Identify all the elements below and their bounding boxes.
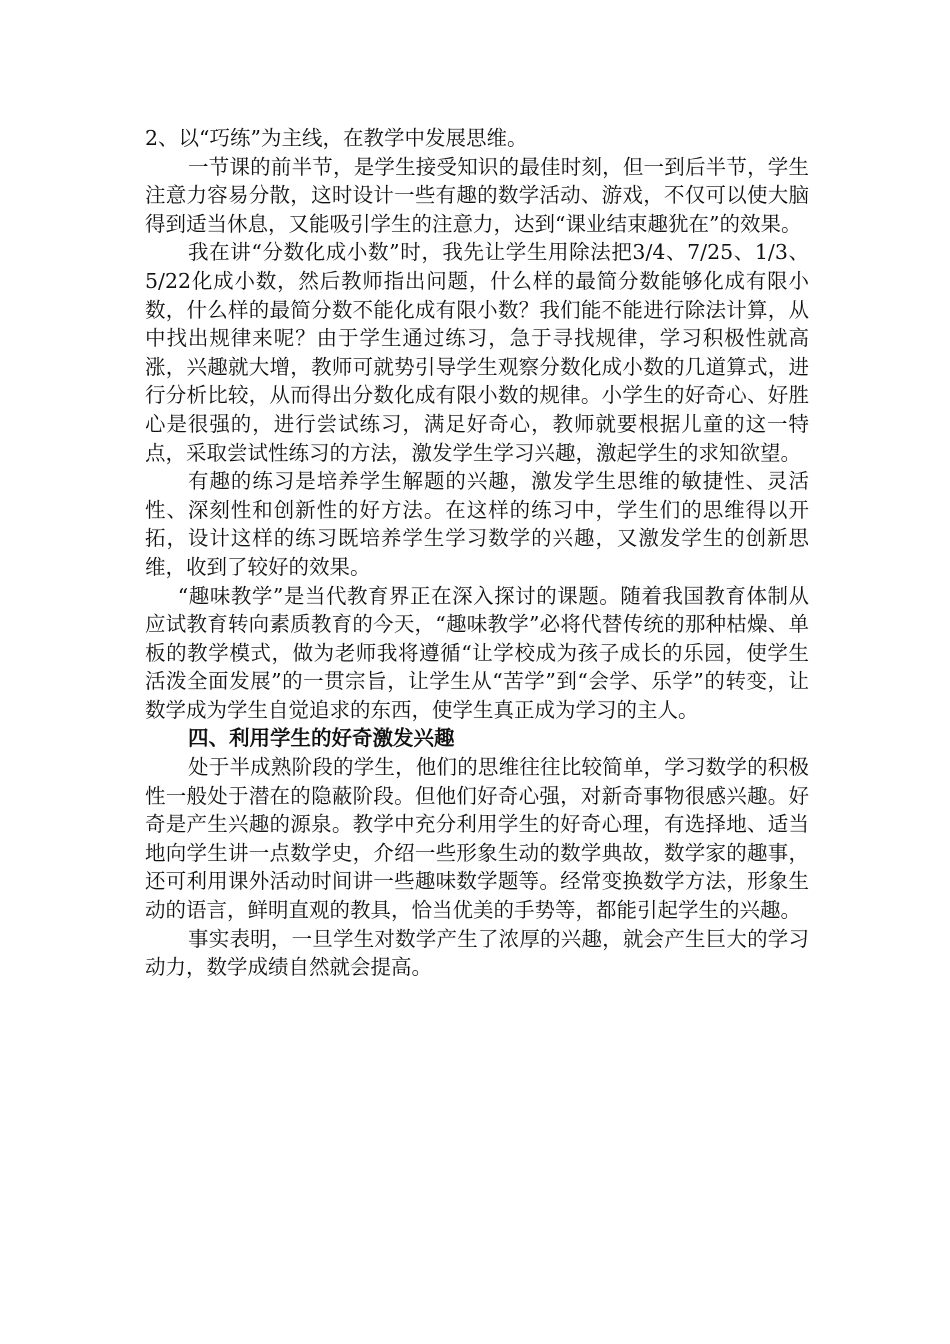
heading-curiosity: 四、利用学生的好奇激发兴趣	[188, 726, 455, 751]
paragraph-conclusion: 事实表明，一旦学生对数学产生了浓厚的兴趣，就会产生巨大的学习动力，数学成绩自然就会提高。	[145, 926, 809, 980]
paragraph-fun-teaching: “趣味教学”是当代教育界正在深入探讨的课题。随着我国教育体制从应试教育转向素质教育的今天，“趣味教学”必将代替传统的那种枯燥、单板的教学模式，做为老师我将遵循“让学校成为孩子成长的乐园，使学生活泼全面发展”的一贯宗旨，让学生从“苦学”到“会学、乐学”的转变，让数学成为学生自觉追求的东西，使学生真正成为学习的主人。	[145, 583, 809, 722]
paragraph-curiosity: 处于半成熟阶段的学生，他们的思维往往比较简单，学习数学的积极性一般处于潜在的隐蔽阶段。但他们好奇心强，对新奇事物很感兴趣。好奇是产生兴趣的源泉。教学中充分利用学生的好奇心理，有选择地、适当地向学生讲一点数学史，介绍一些形象生动的数学典故，数学家的趣事，还可利用课外活动时间讲一些趣味数学题等。经常变换数学方法，形象生动的语言，鲜明直观的教具，恰当优美的手势等，都能引起学生的兴趣。	[145, 755, 809, 923]
paragraph-interesting-exercises: 有趣的练习是培养学生解题的兴趣，激发学生思维的敏捷性、灵活性、深刻性和创新性的好方法。在这样的练习中，学生们的思维得以开拓，设计这样的练习既培养学生学习数学的兴趣，又激发学生的创新思维，收到了较好的效果。	[145, 469, 809, 579]
paragraph-fraction-example: 我在讲“分数化成小数”时，我先让学生用除法把3/4、7/25、1/3、5/22化成小数，然后教师指出问题，什么样的最简分数能够化成有限小数，什么样的最简分数不能化成有限小数？我们能不能进行除法计算，从中找出规律来呢？由于学生通过练习，急于寻找规律，学习积极性就高涨，兴趣就大增，教师可就势引导学生观察分数化成小数的几道算式，进行分析比较，从而得出分数化成有限小数的规律。小学生的好奇心、好胜心是很强的，进行尝试练习，满足好奇心，教师就要根据儿童的这一特点，采取尝试性练习的方法，激发学生学习兴趣，激起学生的求知欲望。	[145, 240, 809, 465]
section-heading: 2、以“巧练”为主线，在教学中发展思维。	[145, 126, 528, 150]
document-page	[145, 124, 809, 982]
paragraph-attention: 一节课的前半节，是学生接受知识的最佳时刻，但一到后半节，学生注意力容易分散，这时设计一些有趣的数学活动、游戏，不仅可以使大脑得到适当休息，又能吸引学生的注意力，达到“课业结束趣犹在”的效果。	[145, 154, 809, 236]
